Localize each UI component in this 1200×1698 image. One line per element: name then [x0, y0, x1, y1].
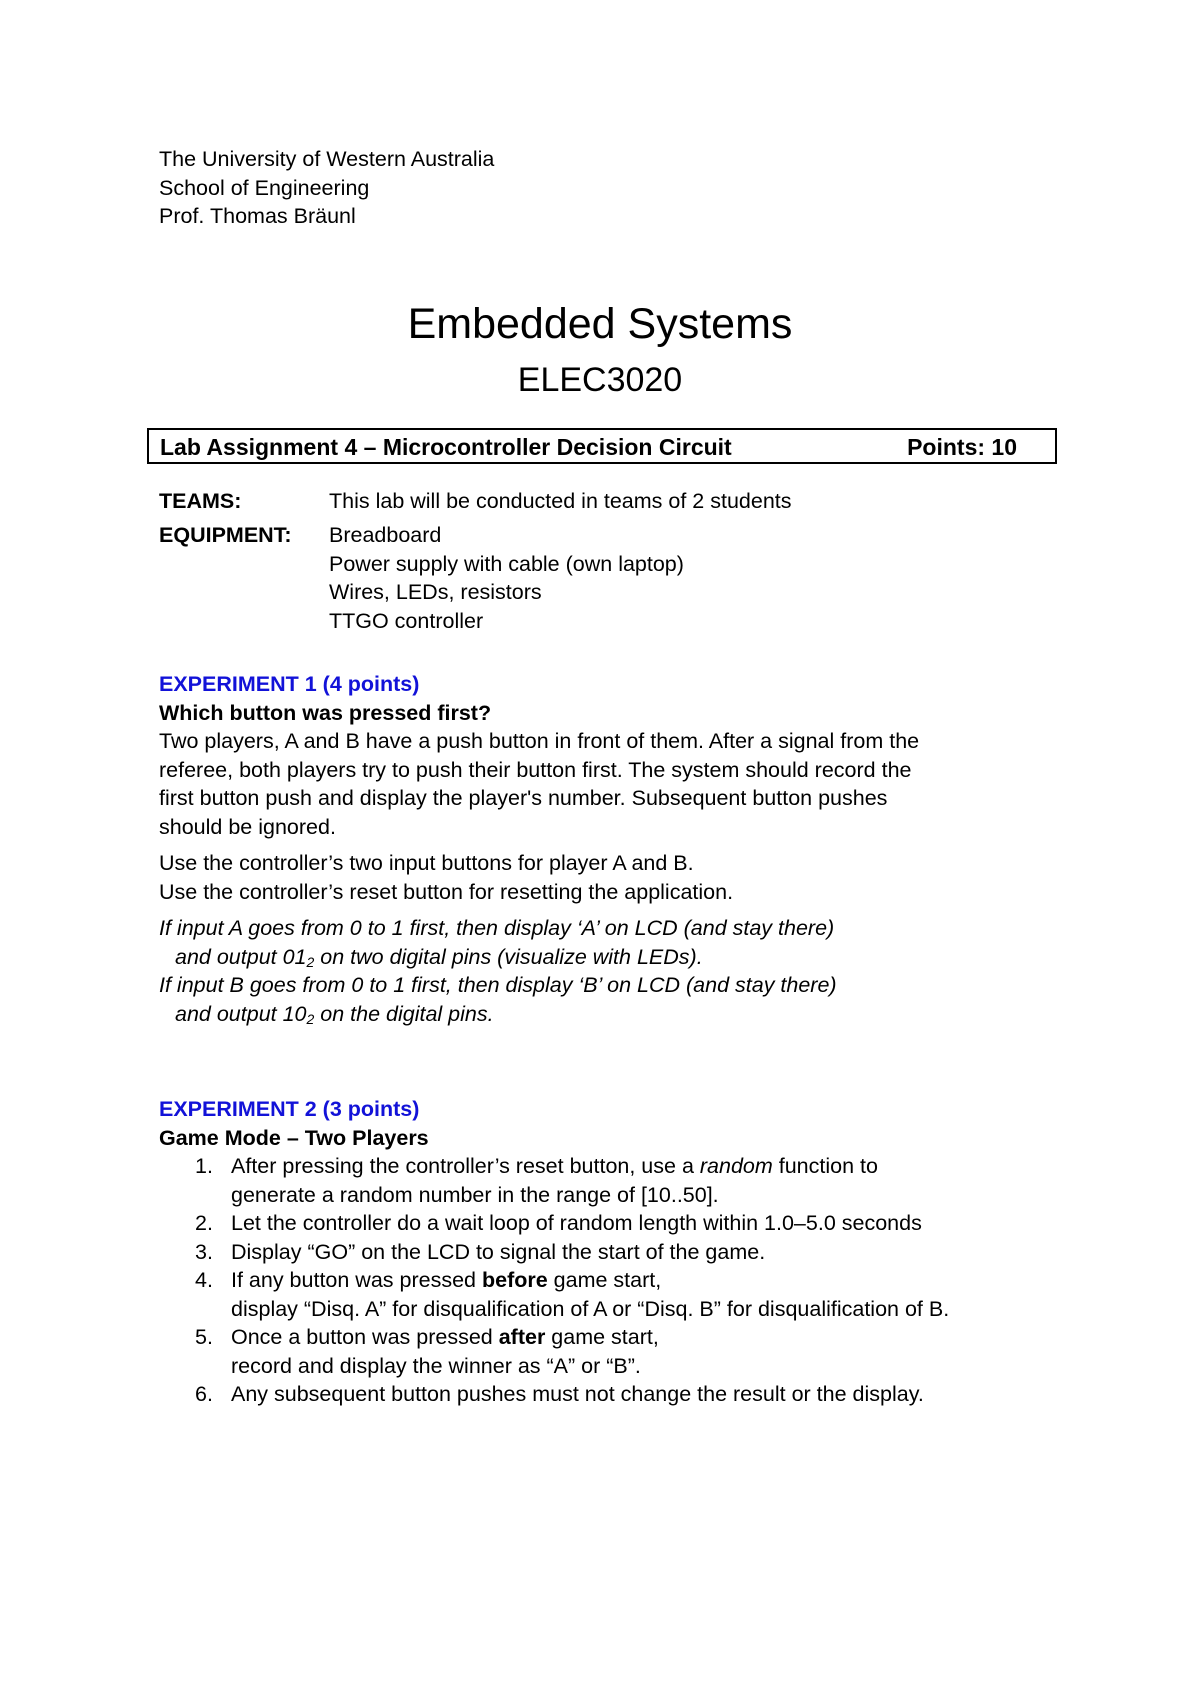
teams-row [159, 487, 792, 521]
rule-a-output-line: and output $01_2$ on two digital pins (visualize with LEDs). [175, 944, 703, 970]
equipment-item: TTGO controller [329, 608, 484, 633]
rule-a-line: If input A goes from 0 to 1 first, then display ‘A’ on LCD (and stay there) [159, 916, 835, 940]
description-line: referee, both players try to push their button first. The system should record the [159, 757, 912, 782]
assignment-points: Points: 10 [907, 434, 1017, 460]
step-item: 6. Any subsequent button pushes must not change the result or the display. [195, 1382, 924, 1406]
assignment-banner [147, 428, 1057, 464]
experiment-1-rules [159, 914, 1069, 1028]
teams-value: This lab will be conducted in teams of 2 students [329, 489, 792, 513]
experiment-2-subheading: Game Mode – Two Players [159, 1125, 429, 1150]
professor-name: Prof. Thomas Bräunl [159, 204, 356, 228]
assignment-title: Lab Assignment 4 – Microcontroller Decision Circuit [160, 434, 732, 460]
equipment-label: EQUIPMENT: [159, 523, 292, 547]
experiment-1-subheading: Which button was pressed first? [159, 700, 492, 725]
buttons-line: Use the controller’s two input buttons for player A and B. [159, 851, 694, 875]
equipment-item: Power supply with cable (own laptop) [329, 551, 684, 576]
step-item: 4. If any button was pressed before game start, display “Disq. A” for disqualification of A or “Disq. B” for disqualification of B. [195, 1268, 950, 1321]
document-header [159, 145, 494, 231]
experiment-2-section [159, 1095, 1069, 1409]
course-title: Embedded Systems [407, 300, 793, 348]
step-item: 3. Display “GO” on the LCD to signal the start of the game. [195, 1239, 766, 1264]
description-line: Two players, A and B have a push button in front of them. After a signal from the [159, 729, 920, 753]
equipment-list [329, 521, 792, 635]
equipment-item: Breadboard [329, 523, 442, 547]
step-item: 2. Let the controller do a wait loop of random length within 1.0–5.0 seconds [195, 1211, 922, 1235]
equipment-item: Wires, LEDs, resistors [329, 580, 542, 604]
experiment-1-buttons [159, 849, 1069, 906]
experiment-2-heading: EXPERIMENT 2 (3 points) [159, 1097, 420, 1121]
description-line: first button push and display the player's number. Subsequent button pushes [159, 786, 888, 810]
buttons-line: Use the controller’s reset button for resetting the application. [159, 879, 734, 904]
university-name: The University of Western Australia [159, 147, 495, 171]
rule-b-line: If input B goes from 0 to 1 first, then display ‘B’ on LCD (and stay there) [159, 973, 837, 997]
title-block [0, 298, 1200, 402]
equipment-row [159, 521, 792, 635]
step-item: 1. After pressing the controller’s reset button, use a random function to generate a random number in the range of [10..50]. [195, 1154, 878, 1207]
teams-label: TEAMS: [159, 489, 242, 513]
course-code: ELEC3020 [517, 361, 683, 399]
step-item: 5. Once a button was pressed after game start, record and display the winner as “A” or “B”. [195, 1325, 659, 1378]
school-name: School of Engineering [159, 175, 370, 200]
game-steps-list [159, 1152, 1069, 1409]
experiment-1-section [159, 670, 1069, 1028]
experiment-1-heading: EXPERIMENT 1 (4 points) [159, 672, 420, 696]
experiment-1-description [159, 727, 1069, 841]
rule-b-output-line: and output $10_2$ on the digital pins. [175, 1001, 494, 1027]
description-line: should be ignored. [159, 814, 336, 839]
lab-info [159, 487, 792, 635]
